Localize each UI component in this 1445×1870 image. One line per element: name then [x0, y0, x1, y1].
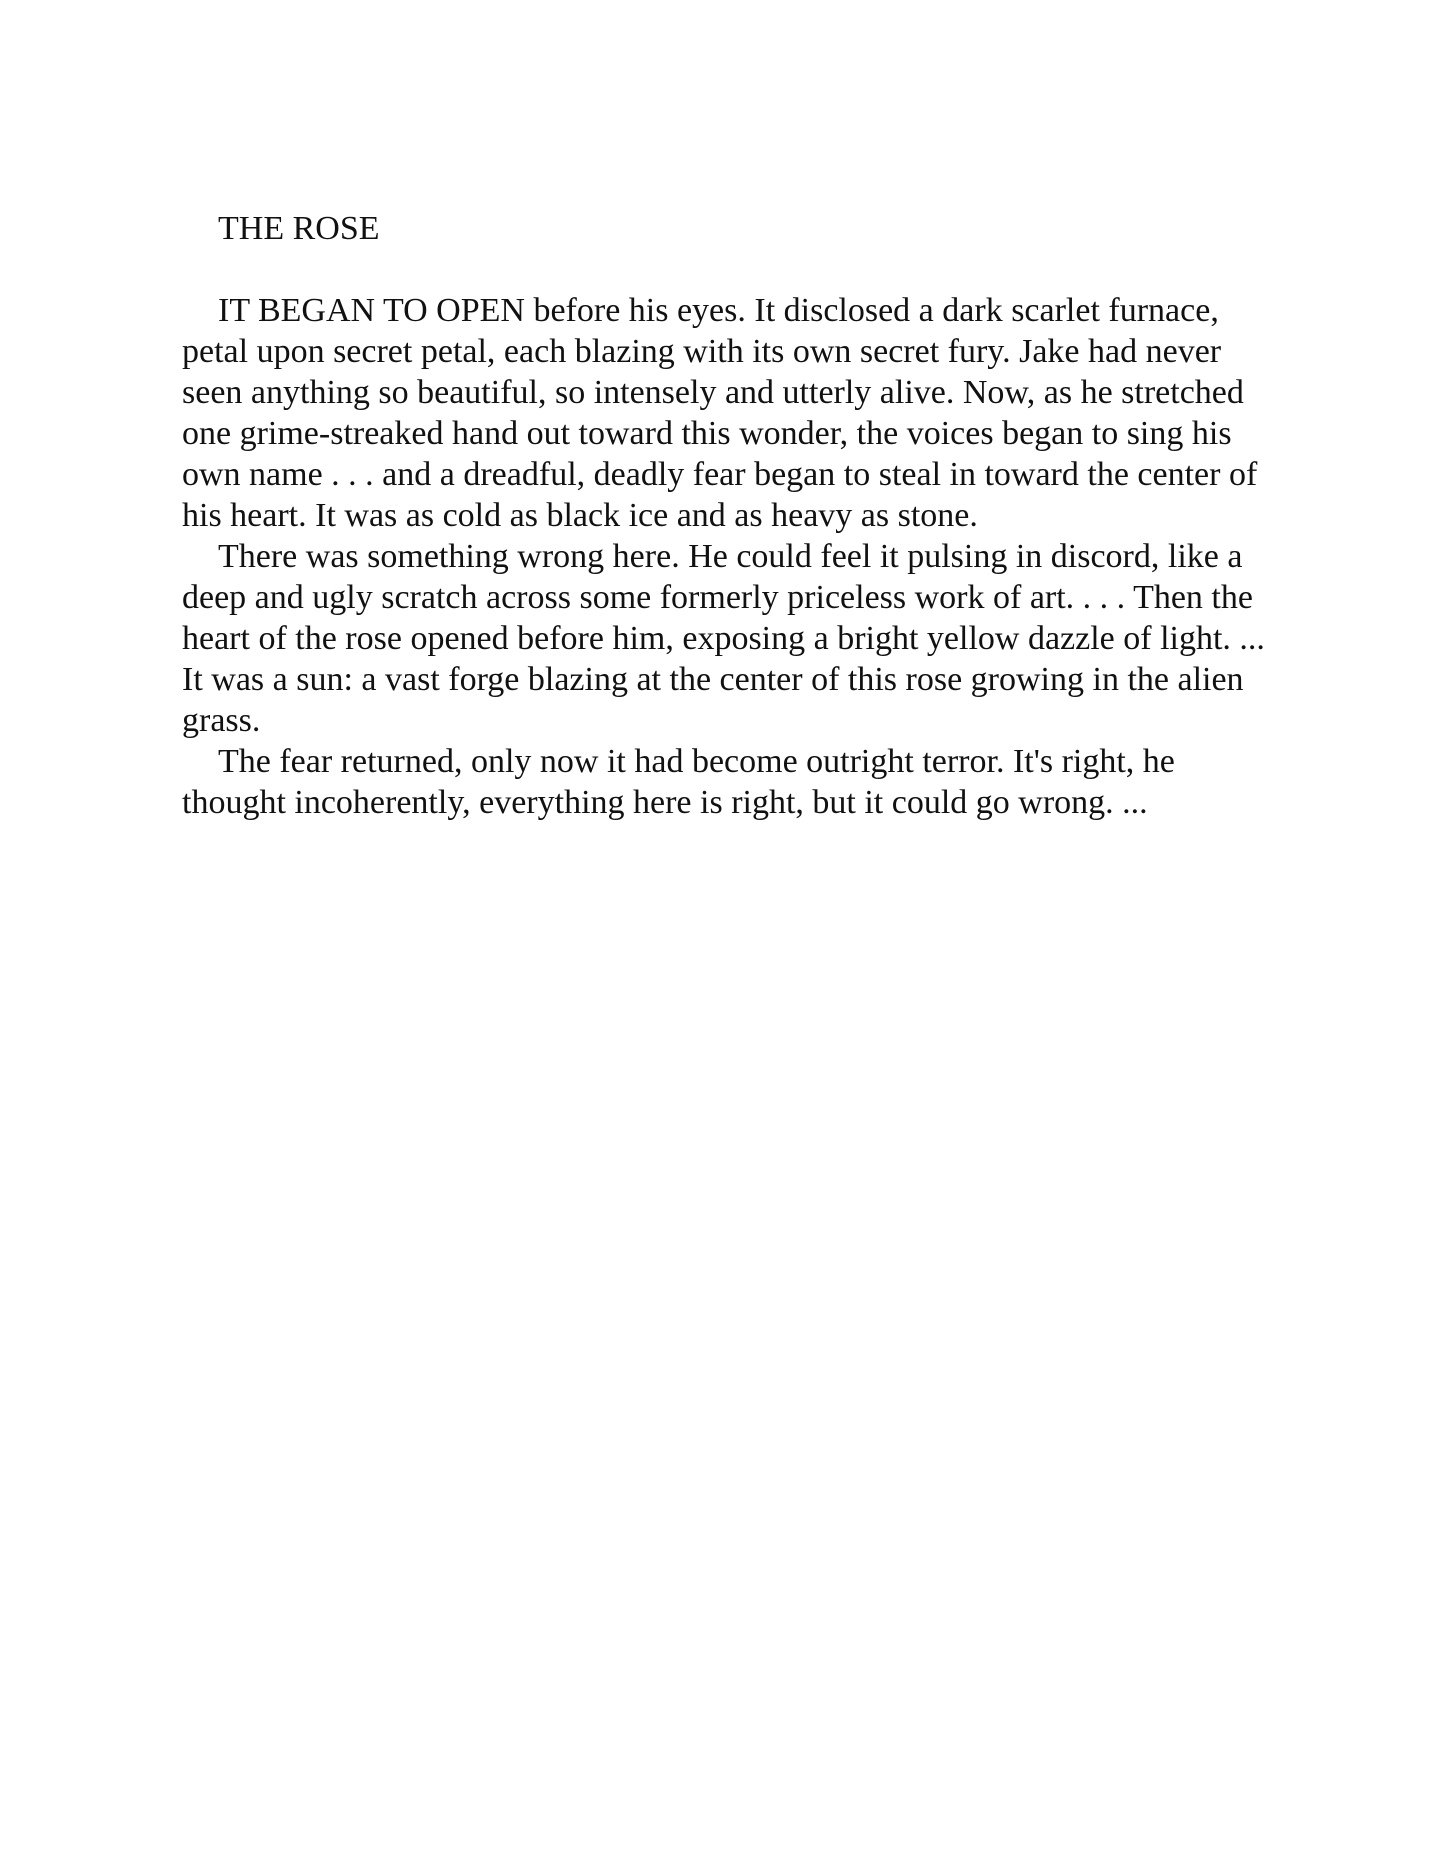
paragraph-1: IT BEGAN TO OPEN before his eyes. It disclosed a dark scarlet furnace, petal upon secret petal, each blazing with its own secret fury. Jake had never seen anything so beautiful, so intensely and utterly alive. Now, as he stretched one grime-streaked hand out toward this wonder, the voices began to sing his own name . . . and a dreadful, deadly fear began to steal in toward the center of his heart. It was as cold as black ice and as heavy as stone.	[182, 292, 1258, 534]
title-spacer	[182, 249, 1272, 290]
document-body	[182, 208, 1272, 823]
paragraph-2: There was something wrong here. He could feel it pulsing in discord, like a deep and ugly scratch across some formerly priceless work of art. . . . Then the heart of the rose opened before him, exposing a bright yellow dazzle of light. ... It was a sun: a vast forge blazing at the center of this rose growing in the alien grass.	[182, 538, 1265, 739]
paragraph-3: The fear returned, only now it had become outright terror. It's right, he thought incoherently, everything here is right, but it could go wrong. ...	[182, 743, 1175, 821]
chapter-title: THE ROSE	[218, 210, 380, 247]
